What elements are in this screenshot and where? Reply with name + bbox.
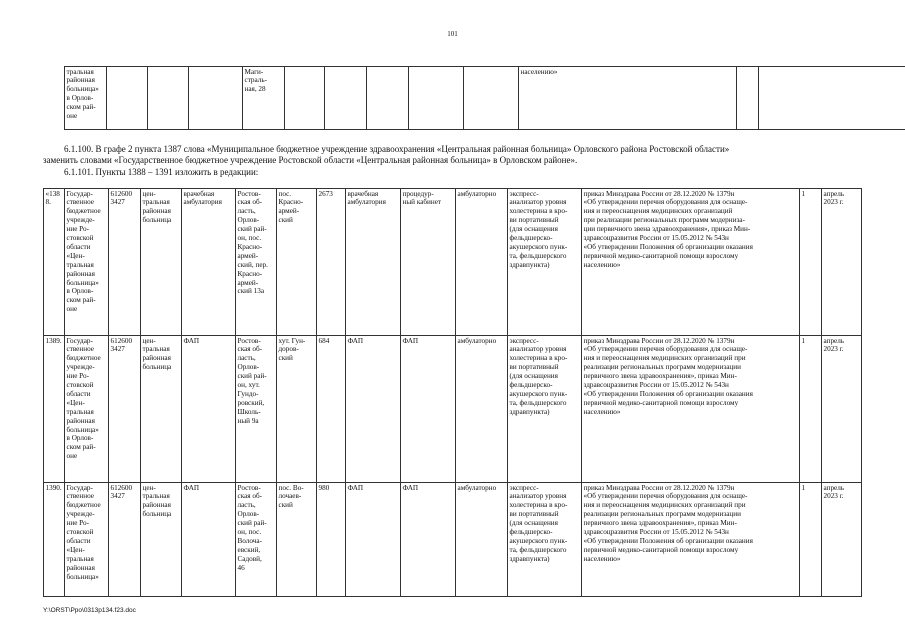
room-cell: ФАП xyxy=(401,336,456,483)
continuation-table xyxy=(64,66,905,130)
table-cell xyxy=(148,67,189,130)
row-number: 1390. xyxy=(44,483,65,597)
table-cell: тральная районная больница» в Орлов- ском рай- оне xyxy=(65,67,107,130)
table-cell xyxy=(367,67,409,130)
organization-cell: Государ- ственное бюджетное учрежде- ние Ро- стовской области «Цен- тральная районная больница» в Орлов- ском рай- оне xyxy=(65,189,109,336)
care-form-cell: амбулаторно xyxy=(456,189,508,336)
table-cell xyxy=(285,67,325,130)
legal-basis-cell: приказ Минздрава России от 28.12.2020 № 1379н «Об утверждении перечня оборудования для оснаще- ния и переоснащения медицинских организаций при реализации региональных программ модернизации первичного звена здравоохранения», приказ Мин- здравсоцразвития России от 15.05.2012 № 543н «Об утверждении Положения об организации оказания первичной медико-санитарной помощи взрослому населению» xyxy=(582,483,800,597)
date-cell: апрель 2023 г. xyxy=(822,189,862,336)
date-cell: апрель 2023 г. xyxy=(822,336,862,483)
equipment-cell: экспресс- анализатор уровня холестерина в кро- ви портативный (для оснащения фельдшерско- акушерского пунк- та, фельдшерского здравпункта) xyxy=(508,336,582,483)
legal-basis-cell: приказ Минздрава России от 28.12.2020 № 1379н «Об утверждении перечня оборудования для оснаще- ния и переоснащения медицинских организаций при реализации региональных программ модерниза- ции первичного звена здравоохранения», приказ Мин- здравсоцразвития России от 15.05.2012 № 543н «Об утверждении Положения об организации оказания первичной медико-санитарной помощи взрослому населению» xyxy=(582,189,800,336)
table-cell xyxy=(759,67,905,130)
table-row xyxy=(44,189,862,336)
settlement-cell: пос. Красно- армей- ский xyxy=(277,189,317,336)
table-cell: Маги- страль- ная, 28 xyxy=(243,67,285,130)
quantity-cell: 1 xyxy=(800,336,822,483)
address-cell: Ростов- ская об- ласть, Орлов- ский рай- он, пос. Красно- армей- ский, пер. Красно- армей- ский 13а xyxy=(236,189,277,336)
unit-type-cell: врачебная амбулатория xyxy=(346,189,401,336)
file-path-footer: Y:\ORST\Ppo\0313p134.f23.doc xyxy=(43,607,136,614)
table-row xyxy=(65,67,905,130)
population-cell: 684 xyxy=(317,336,346,483)
paragraph-6-1-100: 6.1.100. В графе 2 пункта 1387 слова «Муниципальное бюджетное учреждение здравоохранения «Центральная районная больница» Орловского района Ростовской области» xyxy=(64,144,730,154)
unit-type-cell: ФАП xyxy=(346,483,401,597)
subdivision-cell: врачебная амбулатория xyxy=(182,189,236,336)
code-cell: 612600 3427 xyxy=(109,336,141,483)
date-cell: апрель 2023 г. xyxy=(822,483,862,597)
population-cell: 2673 xyxy=(317,189,346,336)
legal-basis-cell: приказ Минздрава России от 28.12.2020 № 1379н «Об утверждении перечня оборудования для оснаще- ния и переоснащения медицинских организаций при реализации региональных программ модернизации первичного звена здравоохранения», приказ Мин- здравсоцразвития России от 15.05.2012 № 543н «Об утверждении Положения об организации оказания первичной медико-санитарной помощи взрослому населению» xyxy=(582,336,800,483)
row-number: 1389. xyxy=(44,336,65,483)
room-cell: процедур- ный кабинет xyxy=(401,189,456,336)
care-form-cell: амбулаторно xyxy=(456,336,508,483)
population-cell: 980 xyxy=(317,483,346,597)
table-cell xyxy=(189,67,243,130)
paragraph-6-1-101: 6.1.101. Пункты 1388 – 1391 изложить в редакции: xyxy=(64,167,259,177)
care-form-cell: амбулаторно xyxy=(456,483,508,597)
unit-type-cell: ФАП xyxy=(346,336,401,483)
table-cell xyxy=(107,67,148,130)
subdivision-cell: ФАП xyxy=(182,483,236,597)
settlement-cell: хут. Гун- доров- ский xyxy=(277,336,317,483)
subdivision-cell: ФАП xyxy=(182,336,236,483)
table-cell xyxy=(737,67,759,130)
quantity-cell: 1 xyxy=(800,189,822,336)
quantity-cell: 1 xyxy=(800,483,822,597)
table-row xyxy=(44,483,862,597)
equipment-cell: экспресс- анализатор уровня холестерина в кро- ви портативный (для оснащения фельдшерско- акушерского пунк- та, фельдшерского здравпункта) xyxy=(508,189,582,336)
organization-cell: Государ- ственное бюджетное учрежде- ние Ро- стовской области «Цен- тральная районная больница» xyxy=(65,483,109,597)
page-number: 101 xyxy=(447,30,458,38)
org-type-cell: цен- тральная районная больница xyxy=(141,336,182,483)
table-cell xyxy=(409,67,464,130)
equipment-table xyxy=(43,188,862,597)
address-cell: Ростов- ская об- ласть, Орлов- ский рай- он, пос. Волоча- евский, Садовй, 46 xyxy=(236,483,277,597)
equipment-cell: экспресс- анализатор уровня холестерина в кро- ви портативный (для оснащения фельдшерско- акушерского пунк- та, фельдшерского здравпункта) xyxy=(508,483,582,597)
address-cell: Ростов- ская об- ласть, Орлов- ский рай- он, хут. Гундо- ровский, Школь- ный 9а xyxy=(236,336,277,483)
room-cell: ФАП xyxy=(401,483,456,597)
row-number: «1388. xyxy=(44,189,65,336)
settlement-cell: пос. Во- лочаев- ский xyxy=(277,483,317,597)
org-type-cell: цен- тральная районная больница xyxy=(141,189,182,336)
code-cell: 612600 3427 xyxy=(109,483,141,597)
paragraph-6-1-100-continued: заменить словами «Государственное бюджетное учреждение Ростовской области «Центральная районная больница» в Орловском районе». xyxy=(43,155,578,165)
table-cell xyxy=(325,67,367,130)
code-cell: 612600 3427 xyxy=(109,189,141,336)
table-cell: населению» xyxy=(519,67,737,130)
org-type-cell: цен- тральная районная больница xyxy=(141,483,182,597)
table-cell xyxy=(464,67,519,130)
organization-cell: Государ- ственное бюджетное учрежде- ние Ро- стовской области «Цен- тральная районная больница» в Орлов- ском рай- оне xyxy=(65,336,109,483)
table-row xyxy=(44,336,862,483)
